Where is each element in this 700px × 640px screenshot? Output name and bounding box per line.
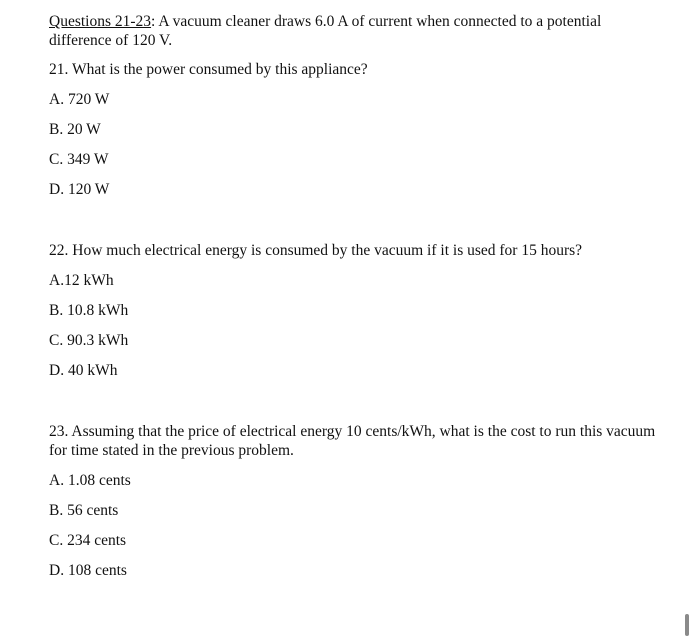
intro-text: : A vacuum cleaner draws 6.0 A of current when connected to a potential difference of 120 V. (49, 13, 602, 49)
answer-option-d: D. 120 W (49, 181, 110, 198)
question-prompt: 23. Assuming that the price of electrical energy 10 cents/kWh, what is the cost to run this vacuum for time stated in the previous problem. (49, 423, 656, 459)
answer-option-a: A.12 kWh (49, 272, 114, 289)
answer-options (49, 271, 659, 380)
answer-option-d: D. 108 cents (49, 562, 127, 579)
questions-range-ref: Questions 21-23 (49, 13, 152, 30)
scrollbar-thumb[interactable] (685, 614, 689, 636)
question-22 (49, 241, 659, 380)
question-23 (49, 422, 659, 580)
answer-option-b: B. 20 W (49, 121, 101, 138)
answer-option-b: B. 10.8 kWh (49, 302, 129, 319)
question-prompt: 21. What is the power consumed by this appliance? (49, 61, 368, 78)
question-21 (49, 60, 659, 199)
answer-option-c: C. 234 cents (49, 532, 127, 549)
answer-options (49, 471, 659, 580)
answer-options (49, 90, 659, 199)
intro-paragraph (49, 12, 659, 50)
question-prompt: 22. How much electrical energy is consumed by the vacuum if it is used for 15 hours? (49, 242, 583, 259)
answer-option-c: C. 349 W (49, 151, 109, 168)
answer-option-d: D. 40 kWh (49, 362, 118, 379)
answer-option-a: A. 720 W (49, 91, 110, 108)
answer-option-c: C. 90.3 kWh (49, 332, 129, 349)
answer-option-b: B. 56 cents (49, 502, 119, 519)
answer-option-a: A. 1.08 cents (49, 472, 131, 489)
document-page (49, 12, 659, 591)
